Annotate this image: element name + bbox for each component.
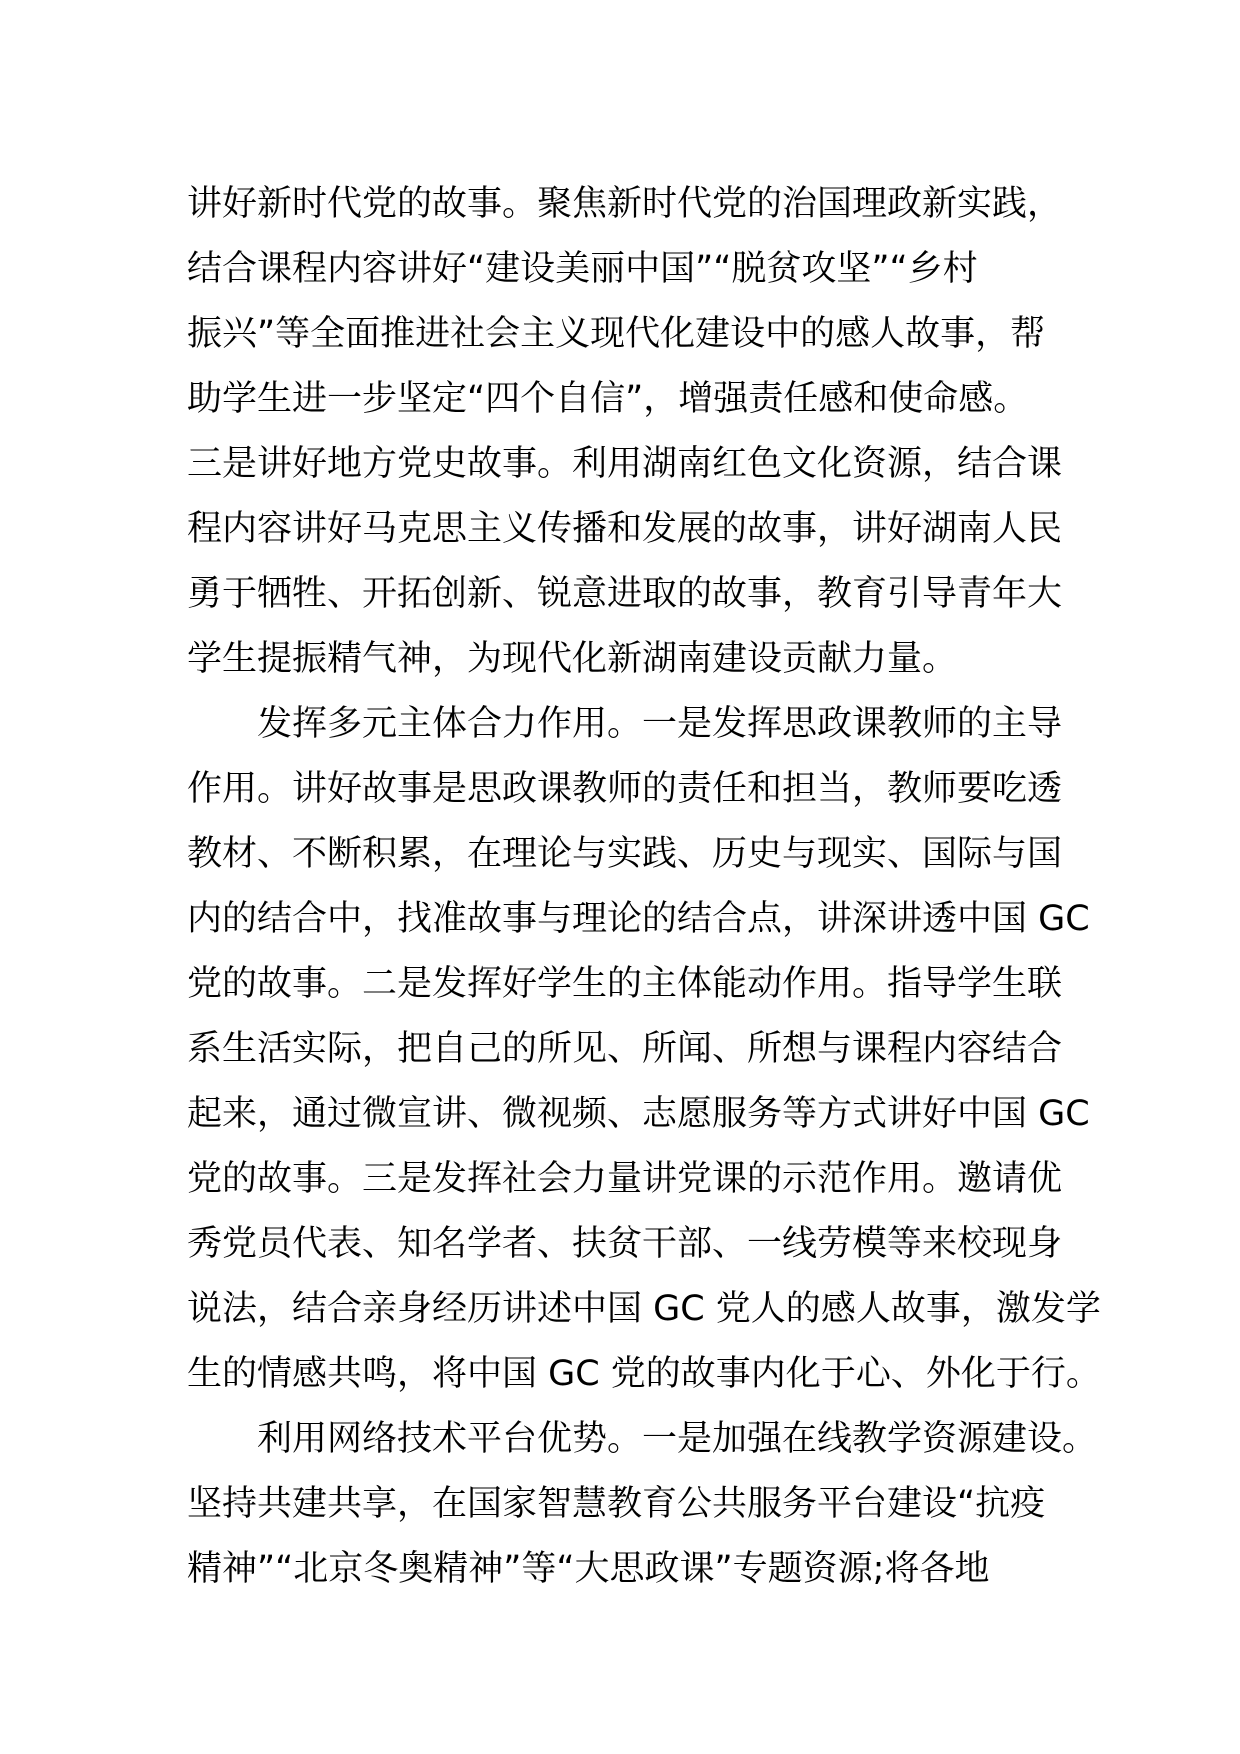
text-line: 教材、不断积累，在理论与实践、历史与现实、国际与国 <box>187 834 1063 874</box>
text-line: 党的故事。二是发挥好学生的主体能动作用。指导学生联 <box>187 964 1063 1004</box>
text-line: 学生提振精气神，为现代化新湖南建设贡献力量。 <box>187 639 958 679</box>
text-line: 程内容讲好马克思主义传播和发展的故事，讲好湖南人民 <box>187 509 1063 549</box>
text-line: 振兴”等全面推进社会主义现代化建设中的感人故事，帮 <box>187 314 1046 354</box>
text-line: 勇于牺牲、开拓创新、锐意进取的故事，教育引导青年大 <box>187 574 1063 614</box>
text-line: 生的情感共鸣，将中国 GC 党的故事内化于心、外化于行。 <box>187 1354 1101 1394</box>
text-line: 讲好新时代党的故事。聚焦新时代党的治国理政新实践， <box>187 184 1063 224</box>
body-text <box>187 172 1101 1602</box>
text-line: 系生活实际，把自己的所见、所闻、所想与课程内容结合 <box>187 1029 1063 1069</box>
text-line: 内的结合中，找准故事与理论的结合点，讲深讲透中国 GC <box>187 899 1090 939</box>
paragraph-first-line: 发挥多元主体合力作用。一是发挥思政课教师的主导 <box>257 704 1063 744</box>
text-line: 党的故事。三是发挥社会力量讲党课的示范作用。邀请优 <box>187 1159 1063 1199</box>
text-line: 结合课程内容讲好“建设美丽中国”“脱贫攻坚”“乡村 <box>187 249 978 289</box>
paragraph-first-line: 利用网络技术平台优势。一是加强在线教学资源建设。 <box>257 1419 1098 1459</box>
text-line: 坚持共建共享，在国家智慧教育公共服务平台建设“抗疫 <box>187 1484 1046 1524</box>
text-line: 助学生进一步坚定“四个自信”，增强责任感和使命感。 <box>187 379 1029 419</box>
text-line: 作用。讲好故事是思政课教师的责任和担当，教师要吃透 <box>187 769 1063 809</box>
text-line: 起来，通过微宣讲、微视频、志愿服务等方式讲好中国 GC <box>187 1094 1090 1134</box>
text-line: 精神”“北京冬奥精神”等“大思政课”专题资源;将各地 <box>187 1549 990 1589</box>
text-line: 说法，结合亲身经历讲述中国 GC 党人的感人故事，激发学 <box>187 1289 1101 1329</box>
text-line: 秀党员代表、知名学者、扶贫干部、一线劳模等来校现身 <box>187 1224 1063 1264</box>
text-line: 三是讲好地方党史故事。利用湖南红色文化资源，结合课 <box>187 444 1063 484</box>
